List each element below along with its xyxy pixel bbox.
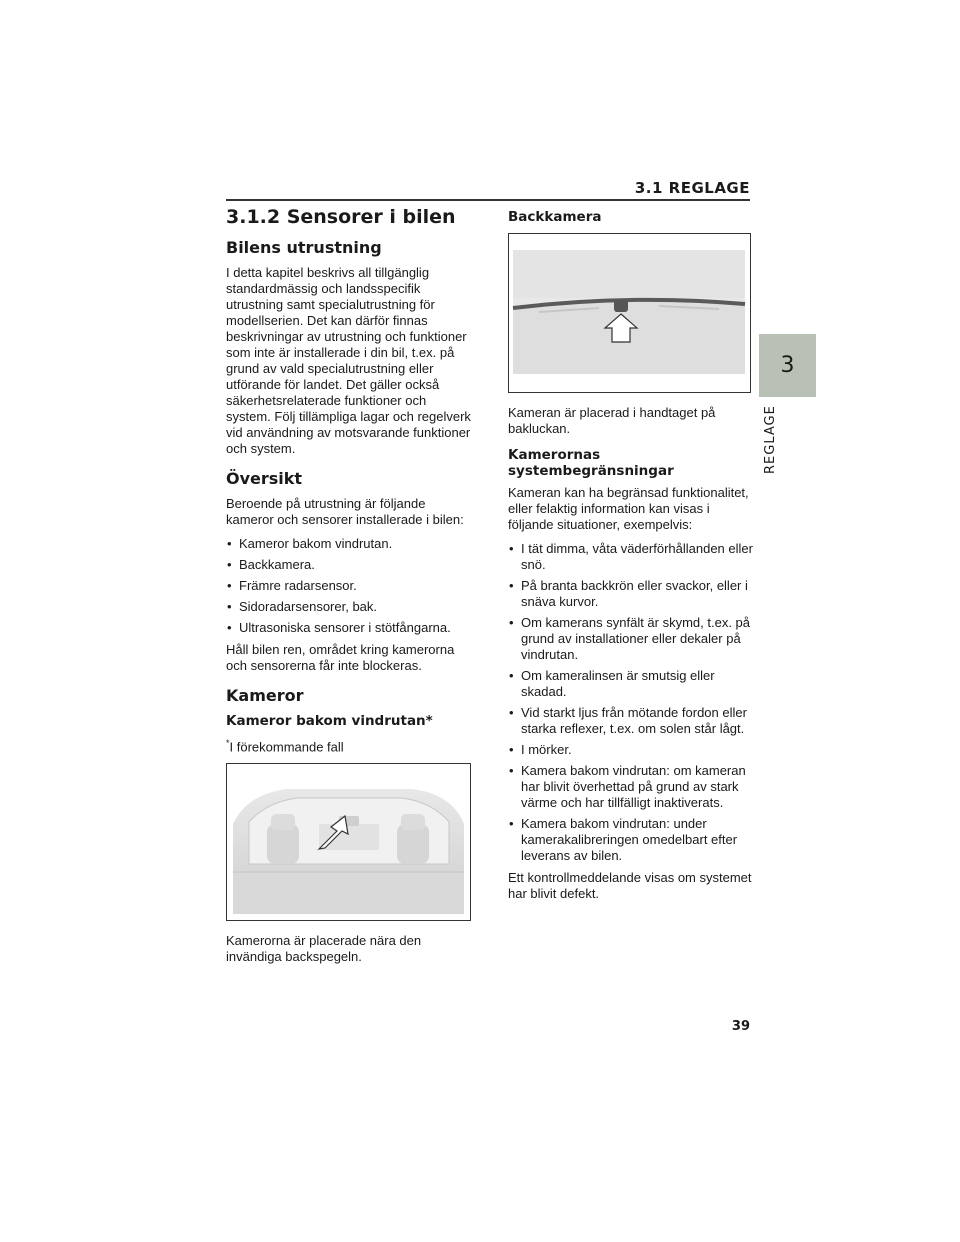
list-item: • Kamera bakom vindrutan: om kameran har blivit överhettad på grund av stark värme och har tillfälligt inaktiverats.	[508, 763, 754, 811]
paragraph-equipment: I detta kapitel beskrivs all tillgänglig standardmässig och landsspecifik utrustning samt specialutrustning för modellserien. Det kan därför finnas beskrivningar av utrustning och funktioner som inte är installerade i din bil, t.ex. på grund av vald specialutrustning eller utförande för landet. Det gäller också säkerhetsrelaterade funktioner och system. Följ tillämpliga lagar och regelverk vid användning av motsvarande funktioner och system.	[226, 265, 471, 456]
section-title: 3.1.2 Sensorer i bilen	[226, 206, 456, 228]
list-item: • Vid starkt ljus från mötande fordon eller starka reflexer, t.ex. om solen står lågt.	[508, 705, 754, 737]
paragraph-overview: Beroende på utrustning är följande kameror och sensorer installerade i bilen:	[226, 496, 464, 527]
heading-system-limits: Kamerornas systembegränsningar	[508, 447, 674, 479]
caption-rear: Kameran är placerad i handtaget på bakluckan.	[508, 405, 716, 436]
running-header: 3.1 REGLAGE	[634, 179, 750, 197]
chapter-side-label: REGLAGE	[763, 405, 778, 474]
rear-camera-figure	[508, 233, 751, 393]
page-number: 39	[731, 1019, 750, 1034]
caption-windshield: Kamerorna är placerade nära den invändiga backspegeln.	[226, 933, 422, 965]
header-divider	[226, 199, 750, 201]
list-item: • Backkamera.	[226, 557, 472, 573]
heading-cameras: Kameror	[226, 686, 304, 705]
right-column	[508, 206, 754, 910]
list-item: • Ultrasoniska sensorer i stötfångarna.	[226, 620, 472, 636]
list-item: • I tät dimma, våta väderförhållanden eller snö.	[508, 541, 754, 573]
limits-list	[508, 541, 754, 864]
car-interior-illustration	[227, 764, 470, 920]
paragraph-control-message: Ett kontrollmeddelande visas om systemet har blivit defekt.	[508, 870, 752, 901]
footnote-mark: *	[226, 738, 230, 748]
list-item: • Om kameralinsen är smutsig eller skadad.	[508, 668, 754, 700]
paragraph-limits: Kameran kan ha begränsad funktionalitet, eller felaktig information kan visas i följande situationer, exempelvis:	[508, 485, 749, 532]
footnote-text: I förekommande fall	[229, 739, 344, 755]
list-item: • Om kamerans synfält är skymd, t.ex. på grund av installationer eller dekaler på vindrutan.	[508, 615, 754, 663]
list-item: • I mörker.	[508, 742, 754, 758]
footnote	[226, 735, 472, 755]
windshield-camera-figure	[226, 763, 471, 921]
heading-overview: Översikt	[226, 469, 303, 488]
left-column	[226, 206, 472, 973]
tailgate-illustration	[509, 234, 750, 392]
overview-list	[226, 536, 472, 636]
chapter-number: 3	[780, 353, 795, 378]
list-item: • På branta backkrön eller svackor, eller i snäva kurvor.	[508, 578, 754, 610]
list-item: • Främre radarsensor.	[226, 578, 472, 594]
heading-windshield-cameras: Kameror bakom vindrutan*	[226, 713, 433, 729]
heading-rear-camera: Backkamera	[508, 209, 602, 225]
list-item: • Kameror bakom vindrutan.	[226, 536, 472, 552]
paragraph-keep-clean: Håll bilen ren, området kring kamerorna och sensorerna får inte blockeras.	[226, 642, 455, 673]
list-item: • Kamera bakom vindrutan: under kamerakalibreringen omedelbart efter leverans av bilen.	[508, 816, 754, 864]
list-item: • Sidoradarsensorer, bak.	[226, 599, 472, 615]
chapter-tab	[759, 334, 816, 397]
heading-equipment: Bilens utrustning	[226, 238, 382, 257]
